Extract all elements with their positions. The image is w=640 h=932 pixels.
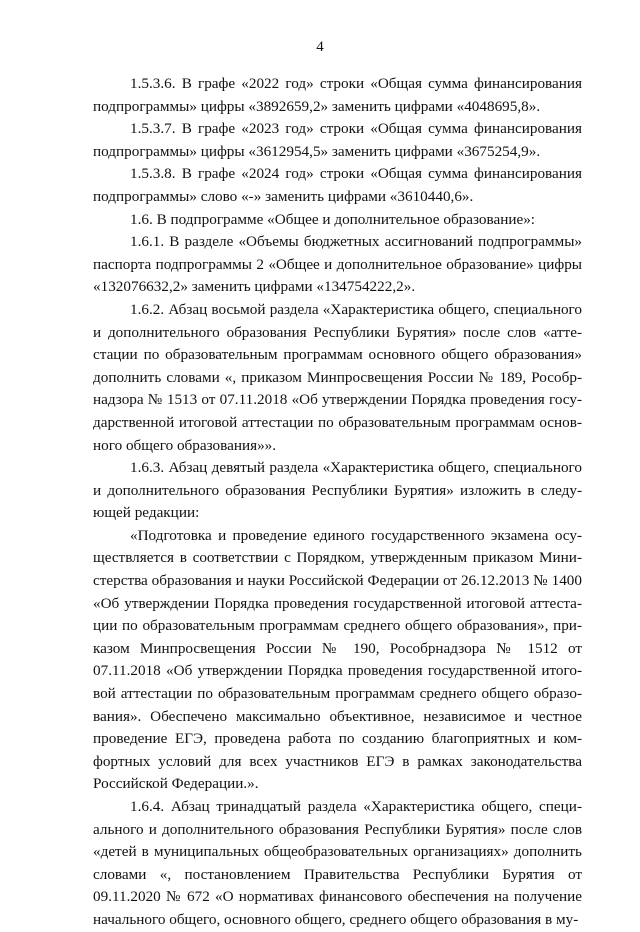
paragraph-1-6: 1.6. В подпрограмме «Общее и дополнительное образование»:	[130, 210, 536, 228]
paragraph-1-6-4: 1.6.4. Абзац тринадцатый раздела «Характеристика общего, специального и дополнительного образования Республики Бурятия» после слов «детей в муниципальных общеобразовательных организациях» дополнить словами «, постановлением Правительства Республики Бурятия от 09.11.2020 № 672 «О нормативах финансового обеспечения на получение начального общего, основного общего, среднего общего образования в му-	[93, 798, 582, 928]
paragraph-quoted-text: «Подготовка и проведение единого государственного экзамена осуществляется в соответствии с Порядком, утвержденным приказом Министерства образования и науки Российской Федерации от 26.12.2013 № 1400 «Об утверждении Порядка проведения государственной итоговой аттестации по образовательным программам среднего общего образования», приказом Минпросвещения России № 190, Рособрнадзора № 1512 от 07.11.2018 «Об утверждении Порядка проведения государственной итоговой аттестации по образовательным программам среднего общего образования». Обеспечено максимально объективное, независимое и честное проведение ЕГЭ, проведена работа по созданию благоприятных и комфортных условий для всех участников ЕГЭ в рамках законодательства Российской Федерации.».	[93, 526, 582, 793]
paragraph-1-6-3: 1.6.3. Абзац девятый раздела «Характеристика общего, специального и дополнительного образования Республики Бурятия» изложить в следующей редакции:	[93, 459, 582, 522]
page-number: 4	[316, 39, 324, 55]
paragraph-1-5-3-8: 1.5.3.8. В графе «2024 год» строки «Общая сумма финансирования подпрограммы» слово «-» заменить цифрами «3610440,6».	[93, 165, 582, 205]
paragraph-1-5-3-6: 1.5.3.6. В графе «2022 год» строки «Общая сумма финансирования подпрограммы» цифры «3892659,2» заменить цифрами «4048695,8».	[93, 75, 582, 115]
paragraph-1-6-1: 1.6.1. В разделе «Объемы бюджетных ассигнований подпрограммы» паспорта подпрограммы 2 «Общее и дополнительное образование» цифры «132076632,2» заменить цифрами «134754222,2».	[93, 233, 582, 296]
paragraph-1-6-2: 1.6.2. Абзац восьмой раздела «Характеристика общего, специального и дополнительного образования Республики Бурятия» после слов «аттестации по образовательным программам основного общего образования» дополнить словами «, приказом Минпросвещения России № 189, Рособрнадзора № 1513 от 07.11.2018 «Об утверждении Порядка проведения государственной итоговой аттестации по образовательным программам основного общего образования»».	[93, 300, 582, 454]
document-body	[93, 73, 582, 932]
paragraph-1-5-3-7: 1.5.3.7. В графе «2023 год» строки «Общая сумма финансирования подпрограммы» цифры «3612954,5» заменить цифрами «3675254,9».	[93, 120, 582, 160]
